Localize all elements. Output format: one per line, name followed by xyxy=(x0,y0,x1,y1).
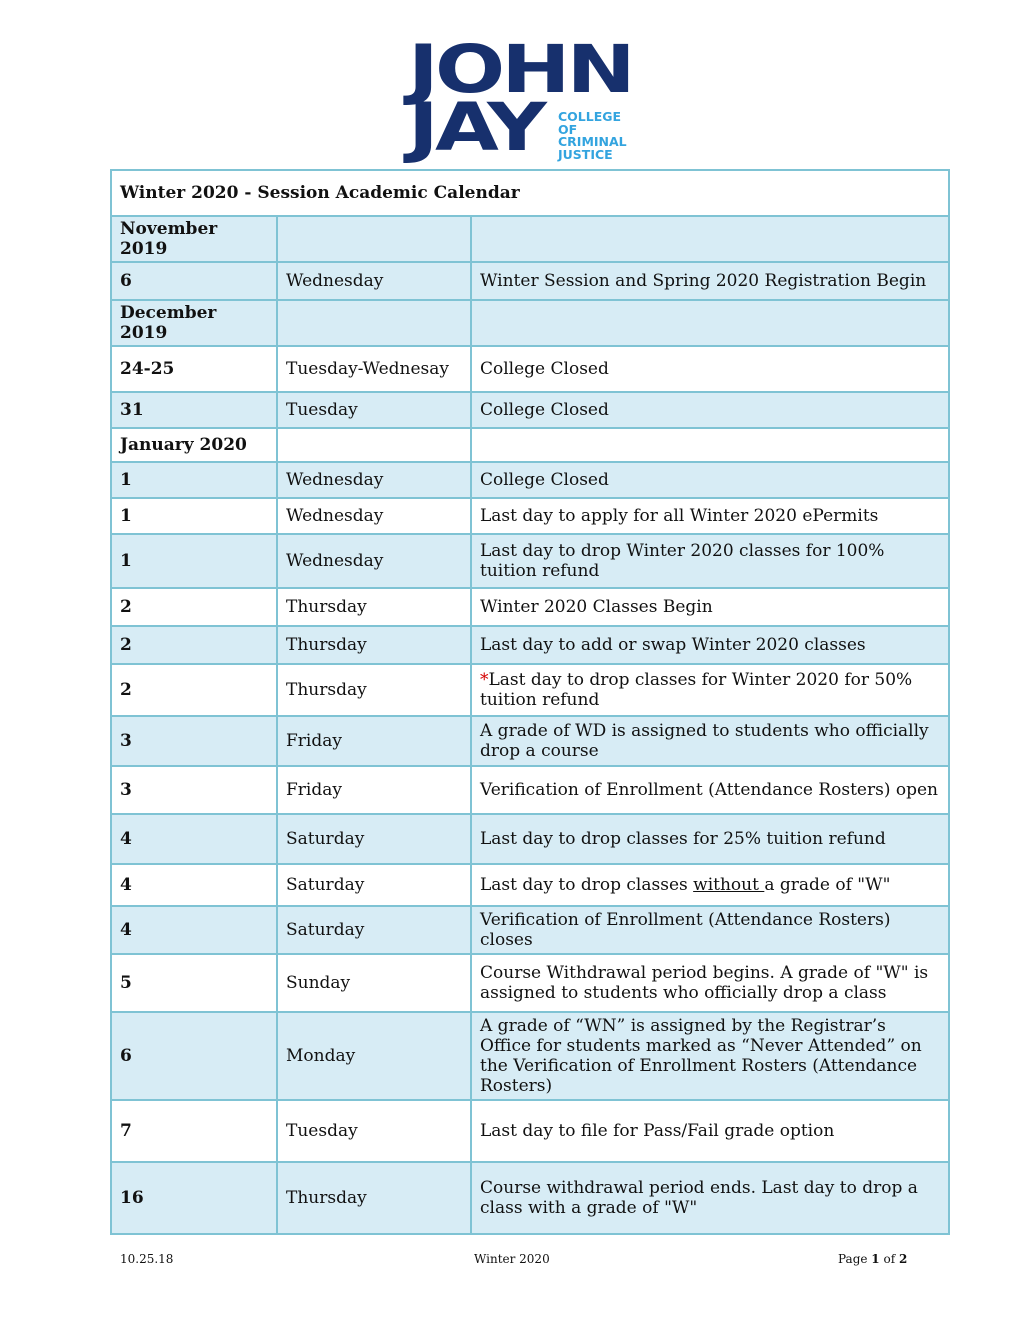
event-day: Monday xyxy=(277,1012,471,1100)
event-date: 31 xyxy=(111,392,277,428)
table-row xyxy=(111,906,949,954)
event-date: 5 xyxy=(111,954,277,1012)
event-date: 6 xyxy=(111,262,277,300)
event-day: Tuesday xyxy=(277,1100,471,1162)
logo-line-john: JOHN xyxy=(408,31,632,108)
table-row xyxy=(111,716,949,766)
table-row xyxy=(111,498,949,534)
month-header-row xyxy=(111,428,949,462)
table-row xyxy=(111,814,949,864)
event-description: A grade of “WN” is assigned by the Registrar’s Office for students marked as “Never Attended” on the Verification of Enrollment Rosters (Attendance Rosters) xyxy=(471,1012,949,1100)
event-date: 2 xyxy=(111,664,277,716)
event-day: Wednesday xyxy=(277,462,471,498)
table-row xyxy=(111,392,949,428)
table-row xyxy=(111,462,949,498)
event-date: 4 xyxy=(111,906,277,954)
event-day: Thursday xyxy=(277,664,471,716)
month-header-row xyxy=(111,216,949,262)
event-date: 3 xyxy=(111,716,277,766)
event-day: Wednesday xyxy=(277,534,471,588)
event-day: Saturday xyxy=(277,814,471,864)
footer-revision-date: 10.25.18 xyxy=(120,1252,174,1266)
event-day: Sunday xyxy=(277,954,471,1012)
event-day: Friday xyxy=(277,716,471,766)
event-date: 2 xyxy=(111,588,277,626)
table-row xyxy=(111,766,949,814)
event-description: Last day to drop classes without a grade of "W" xyxy=(471,864,949,906)
event-description: Last day to apply for all Winter 2020 ePermits xyxy=(471,498,949,534)
month-label: January 2020 xyxy=(111,428,277,462)
footer-term: Winter 2020 xyxy=(474,1252,550,1266)
event-date: 16 xyxy=(111,1162,277,1234)
event-description: Last day to drop Winter 2020 classes for 100% tuition refund xyxy=(471,534,949,588)
table-row xyxy=(111,864,949,906)
underlined-word: without xyxy=(693,875,765,895)
event-date: 3 xyxy=(111,766,277,814)
event-day: Thursday xyxy=(277,1162,471,1234)
event-date: 2 xyxy=(111,626,277,664)
event-description: College Closed xyxy=(471,462,949,498)
event-day: Thursday xyxy=(277,626,471,664)
month-label: December 2019 xyxy=(111,300,277,346)
table-row xyxy=(111,534,949,588)
table-row xyxy=(111,626,949,664)
calendar-title: Winter 2020 - Session Academic Calendar xyxy=(111,170,949,216)
footer-page-number: Page 1 of 2 xyxy=(838,1252,908,1266)
event-description: Course Withdrawal period begins. A grade of "W" is assigned to students who officially drop a class xyxy=(471,954,949,1012)
event-date: 1 xyxy=(111,498,277,534)
event-day: Friday xyxy=(277,766,471,814)
event-description: Winter Session and Spring 2020 Registration Begin xyxy=(471,262,949,300)
event-date: 24-25 xyxy=(111,346,277,392)
event-day: Wednesday xyxy=(277,262,471,300)
table-row xyxy=(111,1162,949,1234)
event-day: Saturday xyxy=(277,864,471,906)
logo-line-jay: JAY xyxy=(408,89,544,166)
month-label: November 2019 xyxy=(111,216,277,262)
event-day: Saturday xyxy=(277,906,471,954)
table-row xyxy=(111,588,949,626)
table-row xyxy=(111,954,949,1012)
table-row xyxy=(111,664,949,716)
table-row xyxy=(111,1012,949,1100)
event-date: 6 xyxy=(111,1012,277,1100)
event-day: Thursday xyxy=(277,588,471,626)
event-description: College Closed xyxy=(471,346,949,392)
table-row xyxy=(111,346,949,392)
calendar-title-row xyxy=(111,170,949,216)
event-day: Tuesday-Wednesay xyxy=(277,346,471,392)
event-description: Last day to drop classes for 25% tuition refund xyxy=(471,814,949,864)
event-description: Last day to add or swap Winter 2020 classes xyxy=(471,626,949,664)
event-description: Course withdrawal period ends. Last day to drop a class with a grade of "W" xyxy=(471,1162,949,1234)
event-date: 1 xyxy=(111,462,277,498)
event-date: 4 xyxy=(111,864,277,906)
event-description: Last day to file for Pass/Fail grade option xyxy=(471,1100,949,1162)
event-date: 1 xyxy=(111,534,277,588)
event-description: College Closed xyxy=(471,392,949,428)
month-header-row xyxy=(111,300,949,346)
academic-calendar-table xyxy=(110,169,950,1235)
logo-tagline: COLLEGE OF CRIMINAL JUSTICE xyxy=(558,109,627,162)
asterisk-mark: * xyxy=(480,670,489,690)
event-day: Wednesday xyxy=(277,498,471,534)
event-date: 7 xyxy=(111,1100,277,1162)
event-description: Winter 2020 Classes Begin xyxy=(471,588,949,626)
table-row xyxy=(111,262,949,300)
event-date: 4 xyxy=(111,814,277,864)
event-description: A grade of WD is assigned to students who officially drop a course xyxy=(471,716,949,766)
event-description: Verification of Enrollment (Attendance Rosters) open xyxy=(471,766,949,814)
event-day: Tuesday xyxy=(277,392,471,428)
table-row xyxy=(111,1100,949,1162)
event-description: Verification of Enrollment (Attendance Rosters) closes xyxy=(471,906,949,954)
event-description: *Last day to drop classes for Winter 2020 for 50% tuition refund xyxy=(471,664,949,716)
john-jay-logo xyxy=(408,31,640,166)
